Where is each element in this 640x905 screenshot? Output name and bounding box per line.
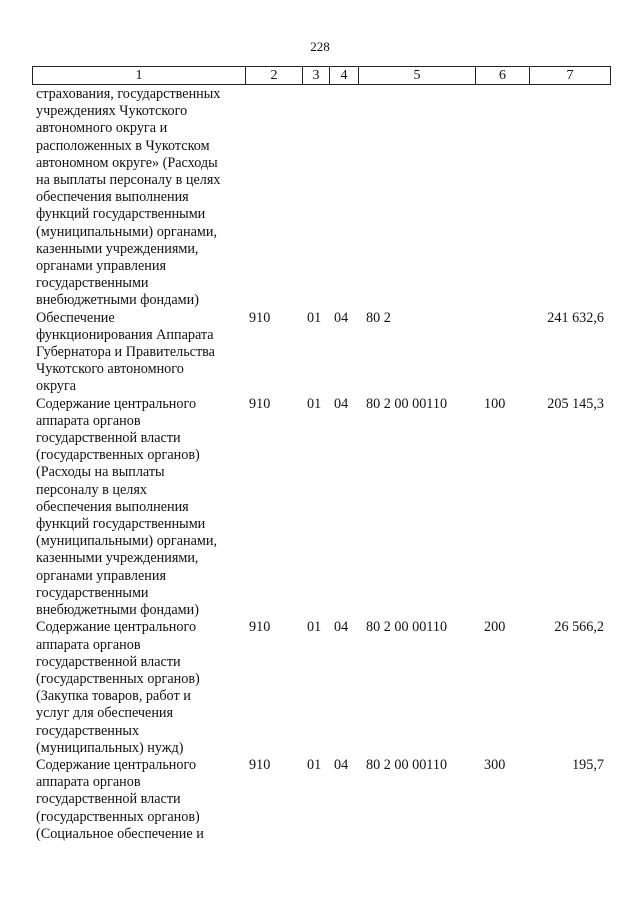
admin-code: 910 (249, 395, 271, 412)
column-header-4: 4 (330, 67, 359, 85)
row-description (36, 86, 251, 310)
description-line: округа (36, 378, 77, 395)
description-line: Содержание центрального (36, 395, 197, 412)
row-description (36, 757, 251, 843)
description-line: расположенных в Чукотском (36, 137, 210, 154)
table-row (0, 86, 640, 310)
description-line: Чукотского автономного (36, 361, 184, 378)
subsection-code: 04 (334, 619, 349, 636)
subsection-code: 04 (334, 395, 349, 412)
description-line: услуг для обеспечения (36, 705, 174, 722)
column-header-1: 1 (33, 67, 246, 85)
description-line: автономного округа и (36, 120, 168, 137)
description-line: государственных (36, 722, 140, 739)
admin-code: 910 (249, 619, 271, 636)
row-description (36, 619, 251, 757)
description-line: обеспечения выполнения (36, 189, 189, 206)
section-code: 01 (307, 619, 322, 636)
subsection-code: 04 (334, 309, 349, 326)
column-header-row (33, 67, 611, 85)
table-row (0, 757, 640, 843)
description-line: внебюджетными фондами) (36, 292, 199, 309)
amount-value: 26 566,2 (554, 619, 604, 636)
description-line: Губернатора и Правительства (36, 344, 215, 361)
table-row (0, 310, 640, 396)
description-line: Содержание центрального (36, 756, 197, 773)
description-line: персоналу в целях (36, 481, 147, 498)
description-line: (муниципальных) нужд) (36, 739, 184, 756)
description-line: государственной власти (36, 653, 181, 670)
section-code: 01 (307, 309, 322, 326)
expense-type-code: 200 (484, 619, 506, 636)
amount-value: 195,7 (572, 756, 604, 773)
target-article-code: 80 2 00 00110 (366, 619, 448, 636)
column-header-5: 5 (359, 67, 476, 85)
description-line: функций государственными (36, 206, 206, 223)
description-line: на выплаты персоналу в целях (36, 172, 221, 189)
description-line: казенными учреждениями, (36, 550, 199, 567)
description-line: обеспечения выполнения (36, 498, 189, 515)
amount-value: 205 145,3 (547, 395, 604, 412)
column-header-2: 2 (246, 67, 303, 85)
row-description (36, 396, 251, 620)
description-line: Обеспечение (36, 309, 115, 326)
column-header-table (32, 66, 611, 85)
admin-code: 910 (249, 756, 271, 773)
description-line: государственной власти (36, 791, 181, 808)
description-line: государственными (36, 584, 149, 601)
target-article-code: 80 2 00 00110 (366, 395, 448, 412)
section-code: 01 (307, 395, 322, 412)
description-line: (муниципальными) органами, (36, 533, 218, 550)
description-line: органами управления (36, 567, 166, 584)
description-line: (государственных органов) (36, 808, 200, 825)
amount-value: 241 632,6 (547, 309, 604, 326)
target-article-code: 80 2 (366, 309, 391, 326)
description-line: (государственных органов) (36, 447, 200, 464)
description-line: органами управления (36, 258, 166, 275)
target-article-code: 80 2 00 00110 (366, 756, 448, 773)
subsection-code: 04 (334, 756, 349, 773)
description-line: аппарата органов (36, 774, 141, 791)
description-line: Содержание центрального (36, 619, 197, 636)
row-description (36, 310, 251, 396)
description-line: (государственных органов) (36, 670, 200, 687)
column-header-6: 6 (476, 67, 530, 85)
column-header-3: 3 (303, 67, 330, 85)
table-row (0, 619, 640, 757)
description-line: функционирования Аппарата (36, 326, 214, 343)
table-row (0, 396, 640, 620)
admin-code: 910 (249, 309, 271, 326)
description-line: (Социальное обеспечение и (36, 825, 204, 842)
description-line: автономном округе» (Расходы (36, 154, 218, 171)
column-header-7: 7 (530, 67, 611, 85)
expense-type-code: 300 (484, 756, 506, 773)
section-code: 01 (307, 756, 322, 773)
description-line: страхования, государственных (36, 86, 221, 102)
description-line: государственными (36, 275, 149, 292)
description-line: (Расходы на выплаты (36, 464, 165, 481)
description-line: аппарата органов (36, 412, 141, 429)
description-line: (муниципальными) органами, (36, 223, 218, 240)
description-line: государственной власти (36, 430, 181, 447)
description-line: казенными учреждениями, (36, 240, 199, 257)
expense-type-code: 100 (484, 395, 506, 412)
page-number: 228 (310, 39, 330, 54)
description-line: функций государственными (36, 516, 206, 533)
description-line: аппарата органов (36, 636, 141, 653)
description-line: учреждениях Чукотского (36, 103, 188, 120)
description-line: внебюджетными фондами) (36, 602, 199, 619)
budget-table-body (0, 86, 640, 843)
description-line: (Закупка товаров, работ и (36, 688, 191, 705)
